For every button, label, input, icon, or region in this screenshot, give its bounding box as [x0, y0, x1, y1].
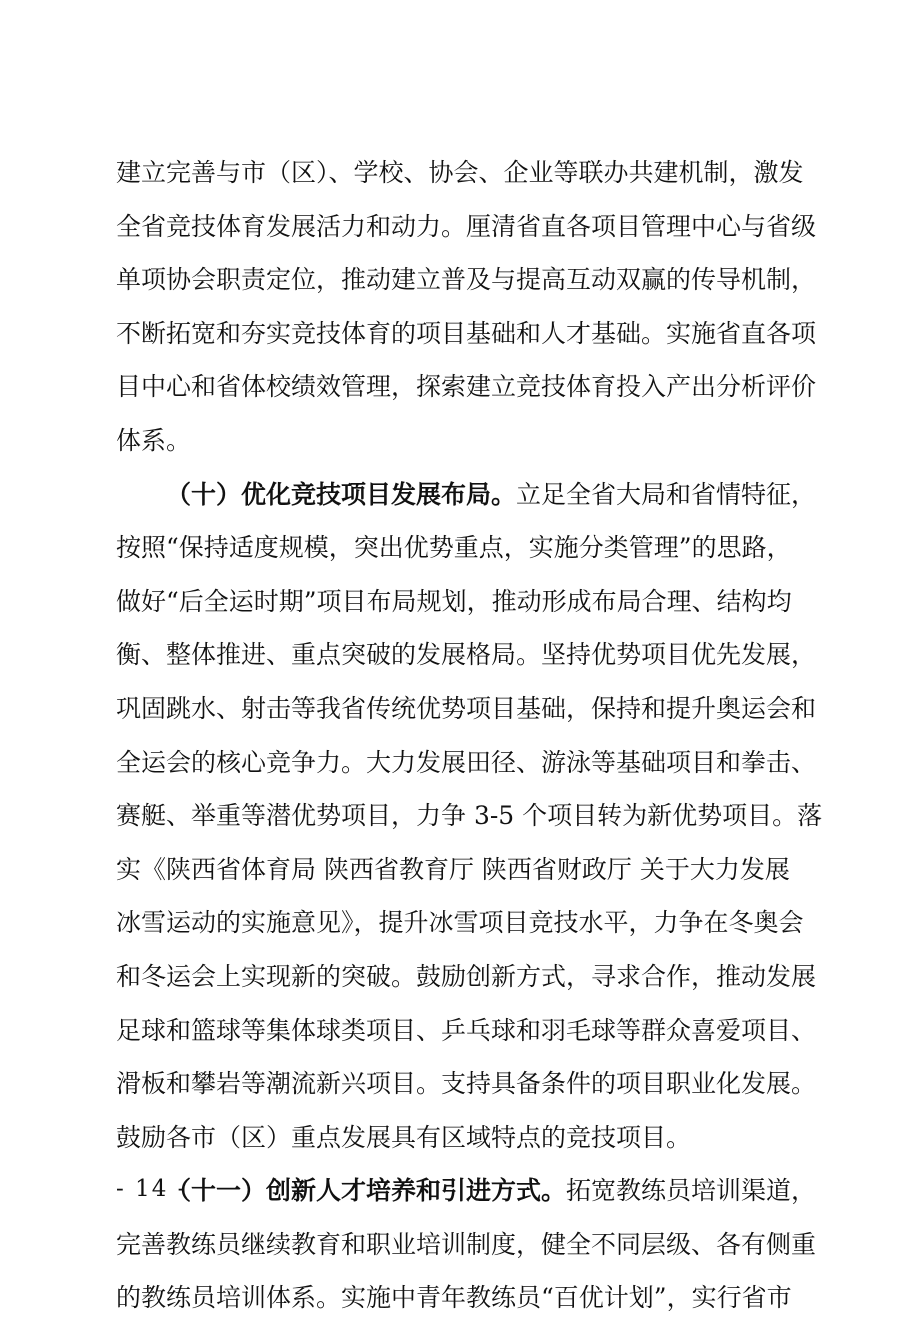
page-number: - 14 -: [116, 1176, 188, 1202]
para1-line-5: 目中心和省体校绩效管理，探索建立竞技体育投入产出分析评价: [116, 372, 817, 402]
para1-line-6: 体系。: [116, 425, 192, 455]
para2-line-13: 鼓励各市（区）重点发展具有区域特点的竞技项目。: [116, 1122, 692, 1152]
para2-line-12: 滑板和攀岩等潮流新兴项目。支持具备条件的项目职业化发展。: [116, 1069, 817, 1099]
para2-line-1-rest: 立足全省大局和省情特征，: [516, 479, 817, 509]
para2-line-3: 做好“后全运时期”项目布局规划，推动形成布局合理、结构均: [116, 586, 792, 616]
para1-line-3: 单项协会职责定位，推动建立普及与提高互动双赢的传导机制，: [116, 265, 817, 295]
para2-line-6: 全运会的核心竞争力。大力发展田径、游泳等基础项目和拳击、: [116, 747, 817, 777]
section-heading-11: （十一）创新人才培养和引进方式。: [166, 1176, 567, 1206]
para1-line-4: 不断拓宽和夯实竞技体育的项目基础和人才基础。实施省直各项: [116, 318, 817, 348]
para2-line-4: 衡、整体推进、重点突破的发展格局。坚持优势项目优先发展，: [116, 640, 817, 670]
para3-line-1-rest: 拓宽教练员培训渠道，: [566, 1176, 817, 1206]
para3-first-line: [116, 1164, 817, 1218]
para2-line-9: 冰雪运动的实施意见》，提升冰雪项目竞技水平，力争在冬奥会: [116, 908, 804, 938]
para2-line-8: 实《陕西省体育局 陕西省教育厅 陕西省财政厅 关于大力发展: [116, 854, 790, 884]
document-body: [116, 146, 823, 1325]
para3-line-2: 完善教练员继续教育和职业培训制度，健全不同层级、各有侧重: [116, 1229, 817, 1259]
para1-line-2: 全省竞技体育发展活力和动力。厘清省直各项目管理中心与省级: [116, 211, 817, 241]
section-heading-10: （十）优化竞技项目发展布局。: [166, 479, 517, 509]
para2-line-11: 足球和篮球等集体球类项目、乒乓球和羽毛球等群众喜爱项目、: [116, 1015, 817, 1045]
para2-line-5: 巩固跳水、射击等我省传统优势项目基础，保持和提升奥运会和: [116, 693, 817, 723]
para2-first-line: [116, 468, 817, 522]
para3-line-3: 的教练员培训体系。实施中青年教练员“百优计划”，实行省市: [116, 1283, 792, 1313]
para2-line-10: 和冬运会上实现新的突破。鼓励创新方式，寻求合作，推动发展: [116, 961, 817, 991]
para1-line-1: 建立完善与市（区）、学校、协会、企业等联办共建机制，激发: [116, 158, 804, 187]
para2-line-2: 按照“保持适度规模，突出优势重点，实施分类管理”的思路，: [116, 533, 792, 563]
para2-line-7: 赛艇、举重等潜优势项目，力争 3-5 个项目转为新优势项目。落: [116, 801, 823, 831]
